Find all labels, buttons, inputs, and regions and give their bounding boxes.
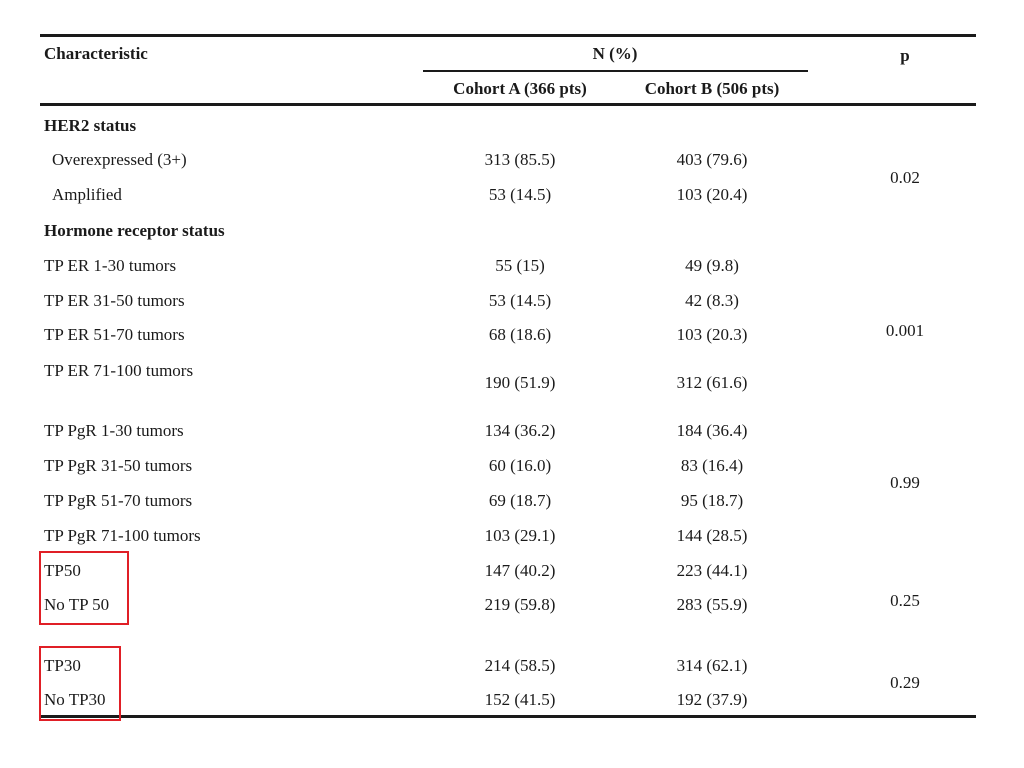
- cell-cohort-b: 95 (18.7): [680, 491, 744, 510]
- header-cohort-a: Cohort A (366 pts): [453, 79, 587, 98]
- highlight-box-tp50: [39, 551, 129, 625]
- cell-cohort-a: 60 (16.0): [488, 456, 552, 475]
- cell-cohort-b: 184 (36.4): [676, 421, 748, 440]
- section-her2-status: HER2 status: [44, 116, 137, 135]
- header-p: p: [900, 46, 910, 65]
- n-pct-underline: [423, 70, 808, 72]
- table-bottom-rule: [40, 715, 976, 718]
- cell-cohort-b: 103 (20.3): [676, 325, 748, 344]
- cell-cohort-a: 55 (15): [495, 256, 545, 275]
- cell-cohort-a: 219 (59.8): [484, 595, 556, 614]
- row-label-tp-er-1-30: TP ER 1-30 tumors: [44, 256, 177, 275]
- cell-cohort-b: 49 (9.8): [685, 256, 739, 275]
- row-label-tp-er-31-50: TP ER 31-50 tumors: [44, 291, 185, 310]
- cell-cohort-a: 53 (14.5): [488, 185, 552, 204]
- p-value-tp50: 0.25: [890, 591, 920, 610]
- p-value-tp30: 0.29: [890, 673, 920, 692]
- row-label-tp-pgr-51-70: TP PgR 51-70 tumors: [44, 491, 193, 510]
- row-label-amplified: Amplified: [52, 185, 122, 204]
- row-label-tp-er-71-100: TP ER 71-100 tumors: [44, 361, 194, 380]
- highlight-box-tp30: [39, 646, 121, 721]
- row-label-tp-pgr-71-100: TP PgR 71-100 tumors: [44, 526, 201, 545]
- cell-cohort-b: 403 (79.6): [676, 150, 748, 169]
- row-label-tp-pgr-1-30: TP PgR 1-30 tumors: [44, 421, 184, 440]
- section-hormone-receptor-status: Hormone receptor status: [44, 221, 225, 240]
- p-value-her2: 0.02: [890, 168, 920, 187]
- header-characteristic: Characteristic: [44, 44, 148, 63]
- row-label-overexpressed: Overexpressed (3+): [52, 150, 187, 169]
- cell-cohort-a: 68 (18.6): [488, 325, 552, 344]
- cell-cohort-b: 103 (20.4): [676, 185, 748, 204]
- cell-cohort-a: 69 (18.7): [488, 491, 552, 510]
- cell-cohort-b: 144 (28.5): [676, 526, 748, 545]
- cell-cohort-b: 314 (62.1): [676, 656, 748, 675]
- row-label-tp-er-51-70: TP ER 51-70 tumors: [44, 325, 185, 344]
- cell-cohort-a: 152 (41.5): [484, 690, 556, 709]
- cell-cohort-b: 312 (61.6): [676, 373, 748, 392]
- cell-cohort-b: 83 (16.4): [680, 456, 744, 475]
- header-cohort-b: Cohort B (506 pts): [644, 79, 780, 98]
- header-n-pct: N (%): [592, 44, 638, 63]
- cell-cohort-a: 214 (58.5): [484, 656, 556, 675]
- cell-cohort-a: 313 (85.5): [484, 150, 556, 169]
- cell-cohort-b: 223 (44.1): [676, 561, 748, 580]
- cell-cohort-a: 134 (36.2): [484, 421, 556, 440]
- row-label-no-tp30: No TP30: [44, 690, 106, 709]
- cell-cohort-b: 42 (8.3): [685, 291, 739, 310]
- p-value-er: 0.001: [885, 321, 925, 340]
- cell-cohort-b: 283 (55.9): [676, 595, 748, 614]
- p-value-pgr: 0.99: [890, 473, 920, 492]
- table-top-rule: [40, 34, 976, 37]
- cell-cohort-b: 192 (37.9): [676, 690, 748, 709]
- row-label-tp30: TP30: [44, 656, 81, 675]
- cell-cohort-a: 103 (29.1): [484, 526, 556, 545]
- row-label-tp50: TP50: [44, 561, 81, 580]
- cell-cohort-a: 147 (40.2): [484, 561, 556, 580]
- row-label-tp-pgr-31-50: TP PgR 31-50 tumors: [44, 456, 193, 475]
- header-bottom-rule: [40, 103, 976, 106]
- row-label-no-tp50: No TP 50: [44, 595, 110, 614]
- cell-cohort-a: 190 (51.9): [484, 373, 556, 392]
- cell-cohort-a: 53 (14.5): [488, 291, 552, 310]
